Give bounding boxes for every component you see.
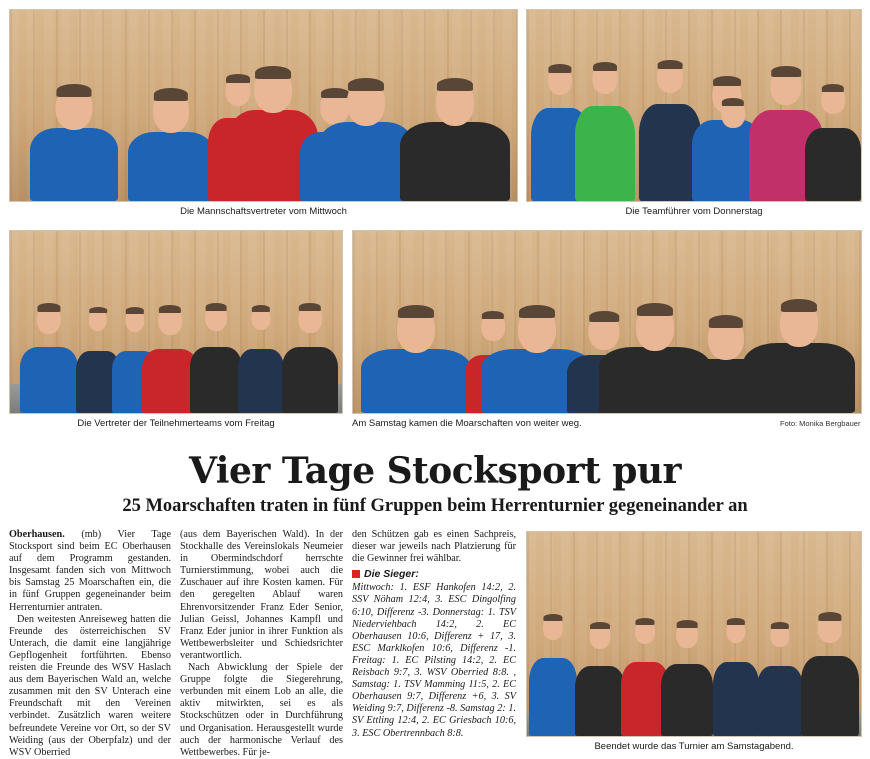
- results-heading: [352, 568, 516, 580]
- shirt: [757, 666, 803, 736]
- shirt: [805, 128, 861, 201]
- person-figure: [282, 297, 338, 413]
- photo-donnerstag: [526, 9, 862, 202]
- person-figure: [30, 78, 118, 201]
- caption-freitag: Die Vertreter der Teilnehmerteams vom Freitag: [77, 418, 275, 429]
- person-figure: [400, 72, 510, 201]
- hair: [548, 64, 571, 73]
- hair: [89, 307, 107, 313]
- hair: [771, 622, 789, 629]
- article-column-2: [180, 529, 343, 759]
- shirt: [661, 664, 713, 736]
- shirt: [575, 106, 635, 201]
- hair: [252, 305, 270, 312]
- person-figure: [743, 293, 855, 413]
- article-column-3: [352, 529, 516, 740]
- hair: [159, 305, 181, 313]
- photo-freitag: [9, 230, 343, 414]
- red-square-icon: [352, 570, 360, 578]
- caption-samstagabend: Beendet wurde das Turnier am Samstagabend.: [594, 741, 794, 752]
- person-figure: [661, 614, 713, 736]
- hair: [590, 622, 610, 629]
- photo-credit: Foto: Monika Bergbauer: [780, 419, 861, 428]
- caption-samstag: Am Samstag kamen die Moarschaften von weiter weg.: [352, 418, 582, 429]
- hair: [637, 303, 673, 316]
- hair: [437, 78, 473, 91]
- person-figure: [805, 78, 861, 201]
- hair: [781, 299, 817, 312]
- shirt: [713, 662, 759, 736]
- article-paragraph: Nach Abwicklung der Spiele der Gruppe folgte die Siegerehrung, verbunden mit einem Lob an alle, die aktiv mitwirkten, sei es als Stockschützen oder in Durchführung und Organisation. Herausgestellt wurde auch der harmonische Verlauf des Wettbewerbes. Für je-: [180, 662, 343, 758]
- person-figure: [575, 616, 625, 736]
- person-figure: [361, 299, 471, 413]
- hair: [56, 84, 91, 97]
- hair: [822, 84, 844, 92]
- results-text: Mittwoch: 1. ESF Hankofen 14:2, 2. SSV Nöham 12:4, 3. ESC Dingolfing 6:10, Differenz -3. Donnerstag: 1. TSV Niederviehbach 14:2, 2. EC Oberhausen 10:6, Differenz + 17, 3. ESC Marklkofen 10:6, Differenz -1. Freitag: 1. EC Pilsting 14:2, 2. EC Reisbach 9:7, 3. WSV Oberried 8:8. , Samstag: 1. TSV Mamming 11:5, 2. EC Oberhausen 9:7, Differenz +6, 3. SV Weiding 9:7, Differenz -8. Samstag 2: 1. SV Ettling 12:4, 2. EC Griesbach 10:6, 3. ESC Obertrennbach 8:8.: [352, 582, 516, 739]
- shirt: [400, 122, 510, 201]
- article-column-1: [9, 529, 171, 759]
- person-figure: [801, 606, 859, 736]
- article-paragraph: Den weitesten Anreiseweg hatten die Freunde des österreichischen SV Unterach, die damit eine langjährige Gepflogenheit fortführten. Ebenso reisten die Freunde des WSV Haslach aus dem Bayerischen Wald an, welche zusammen mit den SV Unterach eine Freundschaft mit den Vereinen verbindet. Zusätzlich waren weitere befreundete Vereine vor Ort, so der SV Weiding (aus der Oberpfalz) und der WSV Oberried: [9, 613, 171, 758]
- person-figure: [757, 616, 803, 736]
- hair: [593, 62, 617, 71]
- person-figure: [575, 56, 635, 201]
- hair: [255, 66, 291, 79]
- hair: [677, 620, 698, 628]
- photo-mittwoch: [9, 9, 518, 202]
- hair: [658, 60, 683, 69]
- hair: [519, 305, 555, 318]
- person-figure: [20, 297, 78, 413]
- caption-mittwoch: Die Mannschaftsvertreter vom Mittwoch: [180, 206, 347, 217]
- hair: [154, 88, 188, 101]
- person-figure: [190, 297, 242, 413]
- person-figure: [713, 612, 759, 736]
- results-heading-label: Die Sieger:: [364, 568, 419, 581]
- shirt: [20, 347, 78, 413]
- shirt: [801, 656, 859, 736]
- hair: [299, 303, 321, 311]
- hair: [543, 614, 562, 621]
- photo-samstagabend: [526, 531, 862, 737]
- hair: [635, 618, 654, 625]
- hair: [818, 612, 841, 621]
- article-lead: (mb) Vier Tage Stocksport sind beim EC Oberhausen auf dem Programm gestanden. Insgesamt fanden sich von Mittwoch bis Samstag 25 Moarschaften ein, die in fünf Gruppen gegeneinander beim Herrenturnier antraten.: [9, 529, 171, 613]
- article-subheadline: 25 Moarschaften traten in fünf Gruppen beim Herrenturnier gegeneinander an: [122, 496, 748, 516]
- shirt: [361, 349, 471, 413]
- shirt: [575, 666, 625, 736]
- shirt: [238, 349, 284, 413]
- shirt: [282, 347, 338, 413]
- article-paragraph: den Schützen gab es einen Sachpreis, dieser war jeweils nach Platzierung für die Gewinner frei wählbar.: [352, 529, 516, 565]
- hair: [771, 66, 801, 77]
- photo-samstag: [352, 230, 862, 414]
- article-dateline: Oberhausen.: [9, 529, 65, 540]
- shirt: [529, 658, 577, 736]
- shirt: [743, 343, 855, 413]
- hair: [348, 78, 384, 91]
- shirt: [190, 347, 242, 413]
- shirt: [30, 128, 118, 201]
- hair: [727, 618, 745, 625]
- article-headline: Vier Tage Stocksport pur: [188, 450, 682, 492]
- hair: [722, 98, 744, 106]
- hair: [37, 303, 60, 312]
- person-figure: [128, 82, 214, 201]
- person-figure: [238, 299, 284, 413]
- article-paragraph: (aus dem Bayerischen Wald). In der Stockhalle des Vereinslokals Neumeier in Obermindschdorf herrschte Turnierstimmung, wobei auch die Zuschauer auf ihre Kosten kamen. Für den geregelten Ablauf waren Ehrenvorsitzender Franz Eder Senior, Julian Geissl, Johannes Kampfl und Franz Eder junior in ihrer Funktion als Wettbewerbsleiter und Schiedsrichter verantwortlich.: [180, 529, 343, 661]
- hair: [713, 76, 741, 86]
- person-figure: [529, 608, 577, 736]
- caption-donnerstag: Die Teamführer vom Donnerstag: [625, 206, 763, 217]
- shirt: [128, 132, 214, 201]
- hair: [206, 303, 227, 311]
- hair: [398, 305, 434, 318]
- hair: [709, 315, 743, 328]
